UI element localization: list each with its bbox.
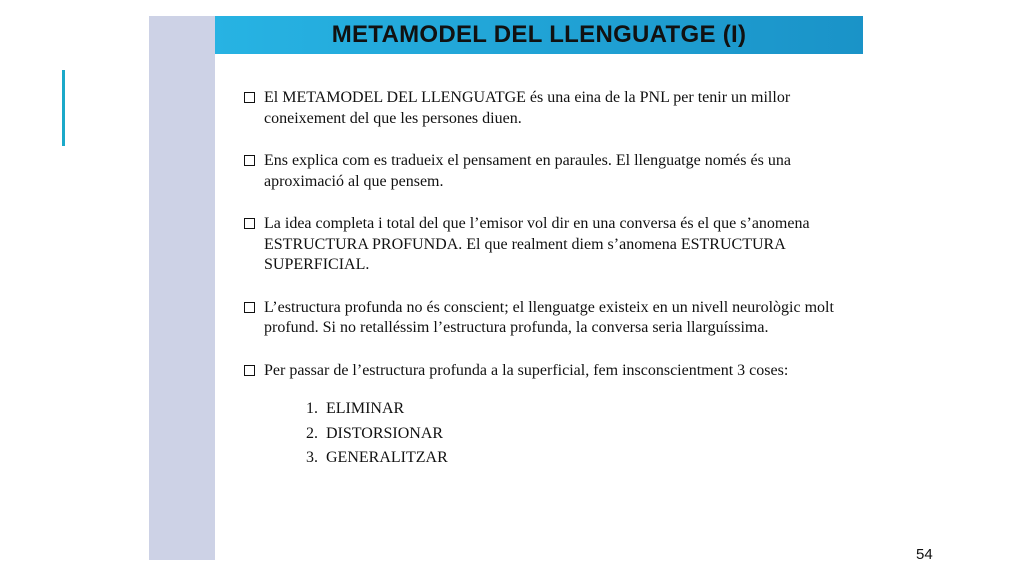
bullet-text: El METAMODEL DEL LLENGUATGE és una eina de la PNL per tenir un millor coneixement del que les persones diuen. bbox=[264, 89, 791, 127]
bullet-item bbox=[244, 214, 854, 276]
bullet-item bbox=[244, 298, 854, 339]
item-text: GENERALITZAR bbox=[326, 449, 448, 466]
item-text: ELIMINAR bbox=[326, 400, 405, 417]
bullet-item bbox=[244, 151, 854, 192]
bullet-text: L’estructura profunda no és conscient; el llenguatge existeix en un nivell neurològic molt profund. Si no retalléssim l’estructura profunda, la conversa seria llarguíssima. bbox=[264, 298, 834, 336]
numbered-item bbox=[306, 446, 854, 471]
bullet-item bbox=[244, 88, 854, 129]
checkbox-bullet-icon bbox=[244, 92, 255, 103]
slide-content bbox=[244, 88, 854, 471]
item-text: DISTORSIONAR bbox=[326, 424, 444, 442]
checkbox-bullet-icon bbox=[244, 302, 255, 313]
accent-line bbox=[62, 70, 65, 146]
left-decorative-band bbox=[149, 16, 215, 560]
bullet-text: Ens explica com es tradueix el pensament en paraules. El llenguatge només és una aproximació al que pensem. bbox=[264, 152, 791, 190]
bullet-item bbox=[244, 361, 854, 382]
bullet-text: Per passar de l’estructura profunda a la superficial, fem insconscientment 3 coses: bbox=[264, 361, 789, 379]
page-number: 54 bbox=[916, 546, 933, 563]
numbered-list bbox=[306, 397, 854, 471]
item-number: 3. bbox=[306, 449, 318, 466]
item-number: 2. bbox=[306, 424, 318, 442]
numbered-item bbox=[306, 422, 854, 447]
checkbox-bullet-icon bbox=[244, 155, 255, 166]
checkbox-bullet-icon bbox=[244, 218, 255, 229]
bullet-text: La idea completa i total del que l’emisor vol dir en una conversa és el que s’anomena ESTRUCTURA PROFUNDA. El que realment diem s’anomena ESTRUCTURA SUPERFICIAL. bbox=[264, 215, 810, 273]
numbered-item bbox=[306, 397, 854, 422]
item-number: 1. bbox=[306, 400, 318, 417]
slide-title: METAMODEL DEL LLENGUATGE (I) bbox=[331, 21, 747, 48]
title-bar bbox=[215, 16, 863, 54]
checkbox-bullet-icon bbox=[244, 365, 255, 376]
